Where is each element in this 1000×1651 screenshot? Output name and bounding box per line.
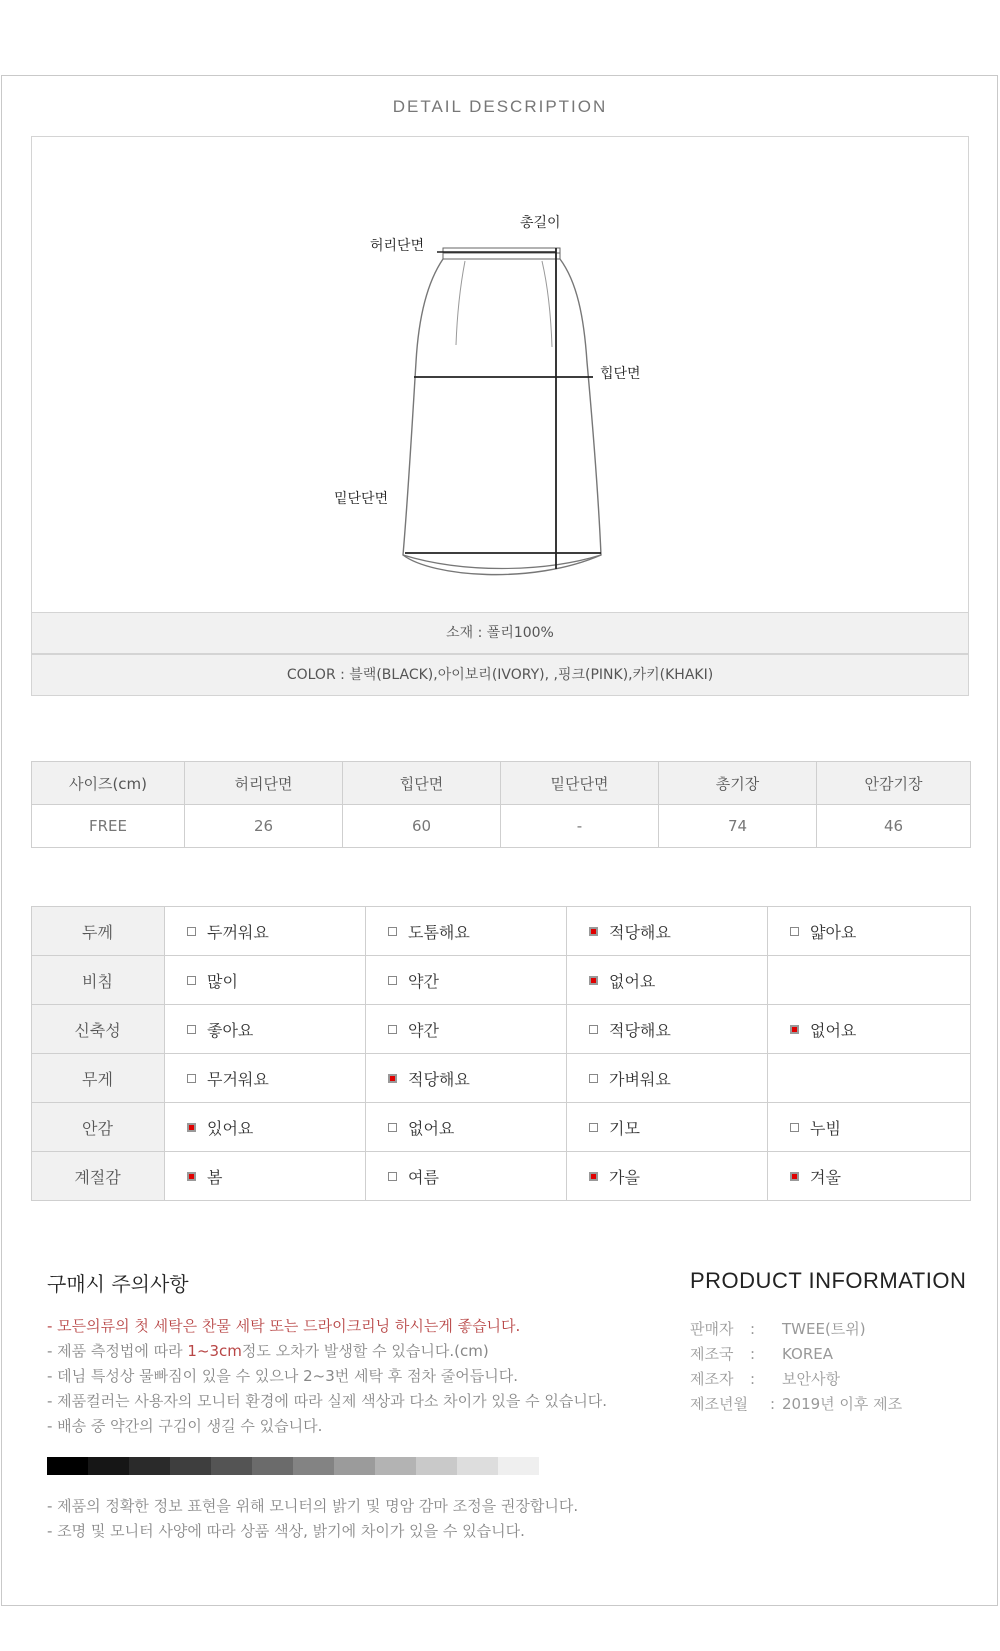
- size-cell: 26: [185, 805, 343, 848]
- grayscale-swatch: [334, 1457, 375, 1475]
- size-cell: 60: [343, 805, 501, 848]
- unchecked-box-icon: [187, 976, 196, 985]
- property-option-cell: [567, 1152, 768, 1201]
- product-info-title: PRODUCT INFORMATION: [690, 1268, 967, 1293]
- property-option-cell: [366, 1103, 567, 1152]
- checked-box-icon: [388, 1074, 397, 1083]
- property-option-label: 약간: [408, 1020, 439, 1040]
- grayscale-bar: [47, 1457, 539, 1475]
- size-header-cell: 밑단단면: [501, 762, 659, 805]
- checked-box-icon: [589, 927, 598, 936]
- property-table: [31, 906, 971, 1201]
- property-option-label: 있어요: [207, 1118, 254, 1138]
- product-info-value: 2019년 이후 제조: [782, 1395, 903, 1413]
- size-cell: 74: [659, 805, 817, 848]
- product-info-sep: :: [770, 1395, 776, 1413]
- property-name: 두께: [32, 907, 165, 956]
- property-option-cell: [165, 1152, 366, 1201]
- product-info-key: 제조국: [690, 1345, 734, 1363]
- property-option-cell: [768, 1005, 971, 1054]
- property-option-cell: [366, 956, 567, 1005]
- property-option-label: 적당해요: [609, 922, 671, 942]
- property-name: 비침: [32, 956, 165, 1005]
- property-row: [32, 1152, 971, 1201]
- property-option-cell: [567, 1103, 768, 1152]
- grayscale-swatch: [129, 1457, 170, 1475]
- property-row: [32, 956, 971, 1005]
- product-info-key: 판매자: [690, 1320, 734, 1338]
- property-option-cell: [165, 1005, 366, 1054]
- unchecked-box-icon: [589, 1123, 598, 1132]
- grayscale-swatch: [170, 1457, 211, 1475]
- property-option-cell: [567, 1005, 768, 1054]
- product-info-key: 제조년월: [690, 1395, 748, 1413]
- label-hip: 힙단면: [600, 366, 641, 382]
- unchecked-box-icon: [388, 1123, 397, 1132]
- property-option-cell: [165, 956, 366, 1005]
- product-info-sep: :: [750, 1320, 756, 1338]
- label-total-length: 총길이: [520, 215, 561, 231]
- unchecked-box-icon: [187, 1074, 196, 1083]
- unchecked-box-icon: [388, 976, 397, 985]
- property-option-label: 도톰해요: [408, 922, 470, 942]
- grayscale-swatch: [375, 1457, 416, 1475]
- property-option-label: 여름: [408, 1167, 439, 1187]
- product-info-value: TWEE(트위): [782, 1320, 866, 1338]
- footnote: - 조명 및 모니터 사양에 따라 상품 색상, 밝기에 차이가 있을 수 있습니다.: [47, 1522, 525, 1540]
- grayscale-swatch: [211, 1457, 252, 1475]
- product-info-value: 보안사항: [782, 1370, 840, 1388]
- property-option-label: 기모: [609, 1118, 640, 1138]
- grayscale-swatch: [252, 1457, 293, 1475]
- property-option-cell: [768, 956, 971, 1005]
- unchecked-box-icon: [790, 1123, 799, 1132]
- product-info-key: 제조자: [690, 1370, 734, 1388]
- unchecked-box-icon: [589, 1074, 598, 1083]
- property-option-label: 약간: [408, 971, 439, 991]
- checked-box-icon: [187, 1123, 196, 1132]
- footnote-list: [47, 1494, 578, 1544]
- grayscale-swatch: [416, 1457, 457, 1475]
- unchecked-box-icon: [790, 927, 799, 936]
- footnote: - 제품의 정확한 정보 표현을 위해 모니터의 밝기 및 명암 감마 조정을 권장합니다.: [47, 1497, 579, 1515]
- caution-item: [47, 1339, 607, 1364]
- caution-highlight: 1~3cm: [187, 1342, 242, 1360]
- color-row: COLOR : 블랙(BLACK),아이보리(IVORY), ,핑크(PINK),카키(KHAKI): [31, 654, 969, 696]
- size-header-cell: 총기장: [659, 762, 817, 805]
- property-option-cell: [768, 1054, 971, 1103]
- grayscale-swatch: [293, 1457, 334, 1475]
- property-option-cell: [768, 1103, 971, 1152]
- product-info-row: [690, 1342, 902, 1367]
- property-option-label: 적당해요: [408, 1069, 470, 1089]
- size-header-cell: 사이즈(cm): [32, 762, 185, 805]
- property-option-cell: [567, 907, 768, 956]
- unchecked-box-icon: [388, 1025, 397, 1034]
- caution-list: [47, 1314, 607, 1439]
- property-option-cell: [567, 956, 768, 1005]
- size-header-cell: 힙단면: [343, 762, 501, 805]
- size-table: [31, 761, 971, 848]
- property-option-label: 누빔: [810, 1118, 841, 1138]
- property-name: 신축성: [32, 1005, 165, 1054]
- grayscale-swatch: [88, 1457, 129, 1475]
- property-option-cell: [366, 1005, 567, 1054]
- material-row: 소재 : 폴리100%: [31, 612, 969, 654]
- checked-box-icon: [790, 1172, 799, 1181]
- product-info-value: KOREA: [782, 1345, 833, 1363]
- property-option-cell: [768, 1152, 971, 1201]
- property-option-label: 없어요: [810, 1020, 857, 1040]
- property-option-cell: [366, 1054, 567, 1103]
- checked-box-icon: [589, 976, 598, 985]
- product-info-list: [690, 1317, 902, 1417]
- section-title: DETAIL DESCRIPTION: [392, 97, 608, 116]
- property-option-label: 두꺼워요: [207, 922, 269, 942]
- property-option-label: 적당해요: [609, 1020, 671, 1040]
- caution-item: - 모든의류의 첫 세탁은 찬물 세탁 또는 드라이크리닝 하시는게 좋습니다.: [47, 1317, 521, 1335]
- property-option-label: 없어요: [408, 1118, 455, 1138]
- property-option-cell: [567, 1054, 768, 1103]
- checked-box-icon: [187, 1172, 196, 1181]
- property-option-label: 가벼워요: [609, 1069, 671, 1089]
- property-option-cell: [366, 907, 567, 956]
- size-table-row: [32, 805, 971, 848]
- grayscale-swatch: [457, 1457, 498, 1475]
- unchecked-box-icon: [388, 1172, 397, 1181]
- size-cell: -: [501, 805, 659, 848]
- size-header-cell: 안감기장: [817, 762, 971, 805]
- property-option-label: 없어요: [609, 971, 656, 991]
- property-name: 계절감: [32, 1152, 165, 1201]
- property-option-label: 무거워요: [207, 1069, 269, 1089]
- caution-title: 구매시 주의사항: [47, 1272, 189, 1296]
- property-option-label: 얇아요: [810, 922, 857, 942]
- size-cell: 46: [817, 805, 971, 848]
- property-row: [32, 907, 971, 956]
- property-option-label: 겨울: [810, 1167, 841, 1187]
- caution-item-text: 정도 오차가 발생할 수 있습니다.(cm): [241, 1342, 489, 1360]
- size-table-header: [32, 762, 971, 805]
- property-name: 안감: [32, 1103, 165, 1152]
- product-info-row: [690, 1392, 902, 1417]
- unchecked-box-icon: [589, 1025, 598, 1034]
- grayscale-swatch: [498, 1457, 539, 1475]
- caution-item: - 데님 특성상 물빠짐이 있을 수 있으나 2~3번 세탁 후 점차 줄어듭니다.: [47, 1367, 519, 1385]
- size-header-cell: 허리단면: [185, 762, 343, 805]
- property-row: [32, 1005, 971, 1054]
- caution-item-text: - 제품 측정법에 따라: [47, 1342, 188, 1360]
- product-info-row: [690, 1367, 902, 1392]
- property-row: [32, 1054, 971, 1103]
- product-info-sep: :: [750, 1370, 756, 1388]
- property-option-cell: [165, 907, 366, 956]
- property-option-label: 가을: [609, 1167, 640, 1187]
- caution-item: - 제품컬러는 사용자의 모니터 환경에 따라 실제 색상과 다소 차이가 있을 수 있습니다.: [47, 1392, 608, 1410]
- property-option-label: 좋아요: [207, 1020, 254, 1040]
- checked-box-icon: [589, 1172, 598, 1181]
- size-cell: FREE: [32, 805, 185, 848]
- caution-item: - 배송 중 약간의 구김이 생길 수 있습니다.: [47, 1417, 323, 1435]
- unchecked-box-icon: [187, 1025, 196, 1034]
- property-option-label: 봄: [207, 1167, 223, 1187]
- label-waist: 허리단면: [370, 238, 425, 254]
- property-name: 무게: [32, 1054, 165, 1103]
- product-info-row: [690, 1317, 902, 1342]
- property-option-label: 많이: [207, 971, 238, 991]
- property-option-cell: [165, 1103, 366, 1152]
- property-option-cell: [165, 1054, 366, 1103]
- label-hem: 밑단단면: [334, 491, 389, 507]
- checked-box-icon: [790, 1025, 799, 1034]
- product-info-sep: :: [750, 1345, 756, 1363]
- measurement-illustration: [31, 136, 969, 612]
- skirt-diagram: [32, 137, 968, 611]
- grayscale-swatch: [47, 1457, 88, 1475]
- property-row: [32, 1103, 971, 1152]
- unchecked-box-icon: [187, 927, 196, 936]
- property-option-cell: [366, 1152, 567, 1201]
- unchecked-box-icon: [388, 927, 397, 936]
- property-option-cell: [768, 907, 971, 956]
